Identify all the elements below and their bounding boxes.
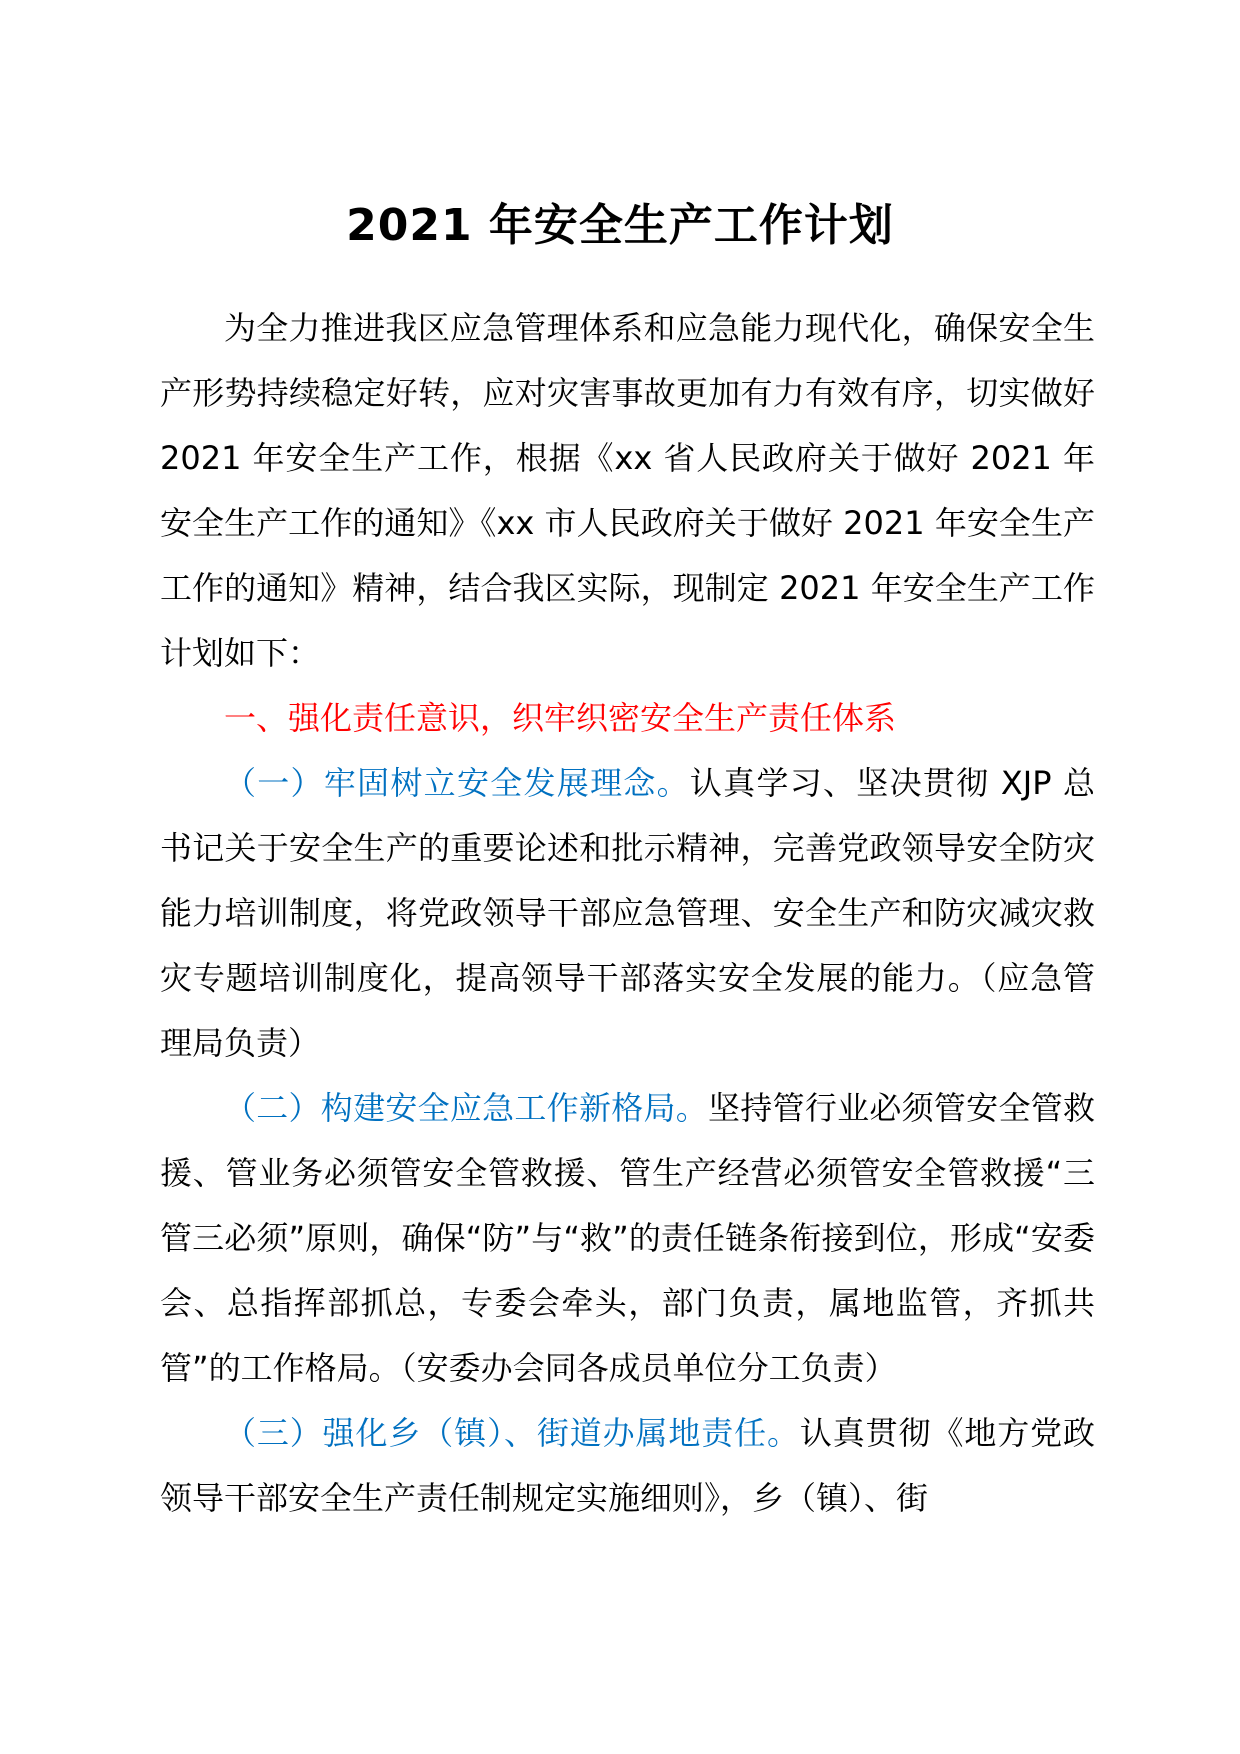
item-body-1: 认真学习、坚决贯彻 XJP 总书记关于安全生产的重要论述和批示精神，完善党政领导安全防灾能力培训制度，将党政领导干部应急管理、安全生产和防灾减灾救灾专题培训制度化，提高领导干部落实安全发展的能力。（应急管理局负责） <box>160 764 1095 1062</box>
item-label-3: （三）强化乡（镇）、街道办属地责任。 <box>224 1414 800 1452</box>
item-paragraph-2 <box>160 1076 1095 1401</box>
section-heading-1: 一、强化责任意识，织牢织密安全生产责任体系 <box>224 699 897 737</box>
item-label-1: （一）牢固树立安全发展理念。 <box>224 764 690 802</box>
item-body-3: 认真贯彻《地方党政领导干部安全生产责任制规定实施细则》，乡（镇）、街 <box>160 1414 1095 1517</box>
document-body <box>160 296 1095 1531</box>
item-label-2: （二）构建安全应急工作新格局。 <box>224 1089 709 1127</box>
item-paragraph-1 <box>160 751 1095 1076</box>
intro-paragraph: 为全力推进我区应急管理体系和应急能力现代化，确保安全生产形势持续稳定好转，应对灾害事故更加有力有效有序，切实做好 2021 年安全生产工作，根据《xx 省人民政府关于做好 2021 年安全生产工作的通知》《xx 市人民政府关于做好 2021 年安全生产工作的通知》精神，结合我区实际，现制定 2021 年安全生产工作计划如下： <box>160 309 1095 672</box>
item-paragraph-3 <box>160 1401 1095 1531</box>
document-title: 2021 年安全生产工作计划 <box>346 200 894 251</box>
item-body-2: 坚持管行业必须管安全管救援、管业务必须管安全管救援、管生产经营必须管安全管救援“三管三必须”原则，确保“防”与“救”的责任链条衔接到位，形成“安委会、总指挥部抓总，专委会牵头，部门负责，属地监管，齐抓共管”的工作格局。（安委办会同各成员单位分工负责） <box>160 1089 1095 1387</box>
